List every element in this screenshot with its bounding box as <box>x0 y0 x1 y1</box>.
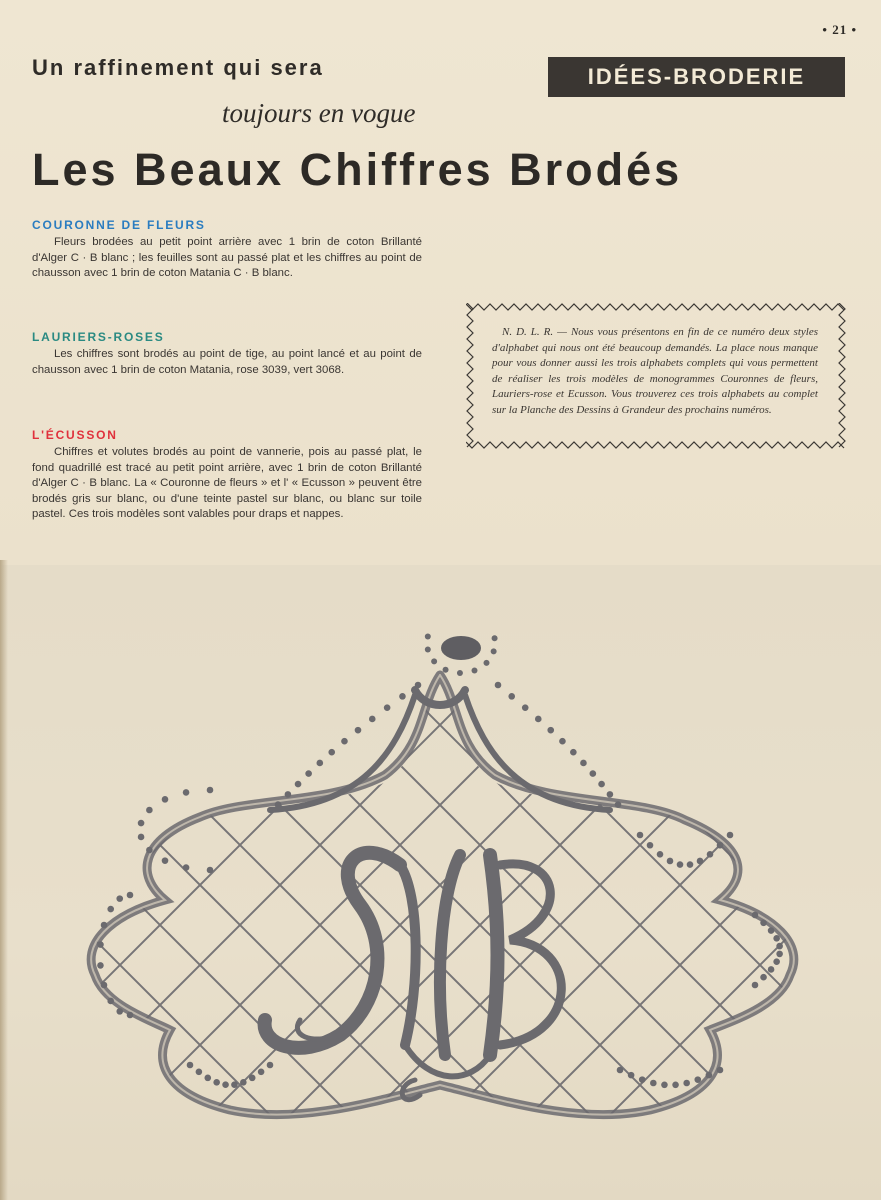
lattice-line <box>680 565 881 1200</box>
stitch-dot <box>650 1080 657 1087</box>
stitch-dot <box>752 912 759 919</box>
stitch-dot <box>535 716 542 723</box>
stitch-dot <box>213 1079 220 1086</box>
stitch-dot <box>667 858 674 865</box>
stitch-dot <box>760 919 767 926</box>
stitch-dot <box>222 1081 229 1088</box>
rubric-label: IDÉES-BRODERIE <box>587 64 806 89</box>
stitch-dot <box>204 1075 211 1082</box>
section-lauriers <box>32 330 422 378</box>
stitch-dot <box>107 998 114 1005</box>
section-heading: L'ÉCUSSON <box>32 428 118 442</box>
lattice-line <box>0 565 115 1200</box>
stitch-dot <box>240 1079 247 1086</box>
stitch-dot <box>752 982 759 989</box>
lattice-line <box>760 565 881 1200</box>
stitch-dot <box>127 1012 134 1019</box>
stitch-dot <box>369 716 376 723</box>
stitch-dot <box>146 807 153 814</box>
page-number: • 21 • <box>822 22 857 37</box>
stitch-dot <box>639 1076 646 1083</box>
stitch-dot <box>116 895 123 902</box>
lattice-line <box>600 565 881 1200</box>
stitch-dot <box>495 682 502 689</box>
lattice-line <box>0 565 35 1200</box>
lattice-line <box>765 565 881 1200</box>
stitch-dot <box>97 941 104 948</box>
editor-note-text: N. D. L. R. — Nous vous présentons en fin de ce numéro deux styles d'alphabet qui nous ont été beaucoup demandés. La place nous manque pour vous donner aussi les trois alphabets complets qui vous permettent de réaliser les trois modèles de monogrammes Couronnes de fleurs, Lauriers-rose et Ecusson. Vous trouverez ces trois alphabets au complet sur la Planche des Dessins à Grandeur des prochains numéros. <box>492 326 818 416</box>
stitch-dot <box>258 1069 265 1076</box>
section-heading: LAURIERS-ROSES <box>32 330 165 344</box>
section-couronne <box>32 218 422 282</box>
stitch-dot <box>607 791 614 798</box>
stitch-dot <box>776 951 783 958</box>
lattice-line <box>0 565 360 1200</box>
stitch-dot <box>706 1072 713 1079</box>
stitch-dot <box>355 727 362 734</box>
stitch-dot <box>768 966 775 973</box>
stitch-dot <box>776 943 783 950</box>
section-text: Chiffres et volutes brodés au point de vannerie, pois au passé plat, le fond quadrillé est tracé au petit point arrière, avec 1 brin de coton Brillanté d'Alger C · B blanc. La « Couronne de fleurs » et l' « Ecusson » peuvent être brodés gris sur blanc, ou d'une teinte pastel sur blanc, ou blanc sur toile pastel. Ces trois modèles sont valables pour draps et nappes. <box>32 446 422 520</box>
stitch-dot <box>472 668 478 674</box>
rubric-badge <box>548 57 845 97</box>
stitch-dot <box>677 861 684 868</box>
lattice-line <box>0 565 280 1200</box>
lattice-grid <box>0 565 881 1200</box>
stitch-dot <box>694 1076 701 1083</box>
stitch-dot <box>707 851 714 858</box>
stitch-dot <box>305 770 312 777</box>
stitch-dot <box>484 660 490 666</box>
stitch-dot <box>508 693 515 700</box>
stitch-dot <box>138 820 145 827</box>
stitch-dot <box>491 648 497 654</box>
stitch-dot <box>101 922 108 929</box>
stitch-dot <box>285 791 292 798</box>
stitch-dot <box>717 842 724 849</box>
stitch-dot <box>628 1072 635 1079</box>
stitch-dot <box>183 789 190 796</box>
stitch-dot <box>727 832 734 839</box>
stitch-dot <box>162 857 169 864</box>
stitch-dot <box>431 658 437 664</box>
lattice-line <box>0 565 40 1200</box>
stitch-dot <box>425 633 431 639</box>
stitch-dot <box>384 704 391 711</box>
stitch-dot <box>773 958 780 965</box>
article-title: Les Beaux Chiffres Brodés <box>32 144 683 195</box>
stitch-dot <box>107 906 114 913</box>
stitch-dot <box>615 801 622 808</box>
stitch-dot <box>196 1069 203 1076</box>
crest-oval <box>441 636 481 660</box>
stitch-dot <box>207 867 214 874</box>
stitch-dot <box>661 1081 668 1088</box>
stitch-dot <box>275 801 282 808</box>
stitch-dot <box>683 1080 690 1087</box>
stitch-dot <box>687 861 694 868</box>
stitch-dot <box>598 781 605 788</box>
stitch-dot <box>637 832 644 839</box>
section-heading: COURONNE DE FLEURS <box>32 218 206 232</box>
stitch-dot <box>267 1062 274 1069</box>
kicker-line: Un raffinement qui sera <box>32 55 324 80</box>
stitch-dot <box>547 727 554 734</box>
stitch-dot <box>672 1081 679 1088</box>
stitch-dot <box>647 842 654 849</box>
stitch-dot <box>146 847 153 854</box>
stitch-dot <box>317 760 324 767</box>
lattice-line <box>685 565 881 1200</box>
stitch-dot <box>580 760 587 767</box>
stitch-dot <box>207 787 214 794</box>
lattice-line <box>0 565 120 1200</box>
kicker-italic-line: toujours en vogue <box>222 98 416 128</box>
stitch-dot <box>443 667 449 673</box>
lattice-line <box>0 565 275 1200</box>
stitch-dot <box>183 864 190 871</box>
stitch-dot <box>138 834 145 841</box>
stitch-dot <box>127 892 134 899</box>
stitch-dot <box>492 635 498 641</box>
stitch-dot <box>341 738 348 745</box>
stitch-dot <box>457 670 463 676</box>
stitch-dot <box>162 796 169 803</box>
editor-note-box <box>466 303 846 449</box>
embroidered-shield-monogram <box>0 565 881 1200</box>
stitch-dot <box>570 749 577 756</box>
stitch-dot <box>187 1062 194 1069</box>
lattice-line <box>0 565 195 1200</box>
lattice-line <box>0 565 200 1200</box>
stitch-dot <box>399 693 406 700</box>
lattice-line <box>840 565 881 1200</box>
stitch-dot <box>116 1008 123 1015</box>
stitch-dot <box>768 927 775 934</box>
stitch-dot <box>760 974 767 981</box>
stitch-dot <box>657 851 664 858</box>
stitch-dot <box>249 1075 256 1082</box>
section-text: Fleurs brodées au petit point arrière avec 1 brin de coton Brillanté d'Alger C · B blanc ; les feuilles sont au passé plat et les chiffres au point de chausson avec 1 brin de coton Matania C · B blanc. <box>32 236 422 279</box>
stitch-dot <box>328 749 335 756</box>
stitch-dot <box>425 647 431 653</box>
section-text: Les chiffres sont brodés au point de tige, au point lancé et au point de chausson avec 1 brin de coton Matania, rose 3039, vert 3068. <box>32 348 422 376</box>
lattice-line <box>520 565 881 1200</box>
lattice-line <box>605 565 881 1200</box>
stitch-dot <box>101 982 108 989</box>
stitch-dot <box>415 682 422 689</box>
stitch-dot <box>590 770 597 777</box>
stitch-dot <box>231 1081 238 1088</box>
stitch-dot <box>559 738 566 745</box>
stitch-dot <box>522 704 529 711</box>
section-ecusson <box>32 428 422 523</box>
stitch-dot <box>97 962 104 969</box>
lattice-line <box>0 565 355 1200</box>
stitch-dot <box>295 781 302 788</box>
stitch-dot <box>717 1067 724 1074</box>
stitch-dot <box>697 858 704 865</box>
stitch-dot <box>617 1067 624 1074</box>
stitch-dot <box>773 935 780 942</box>
